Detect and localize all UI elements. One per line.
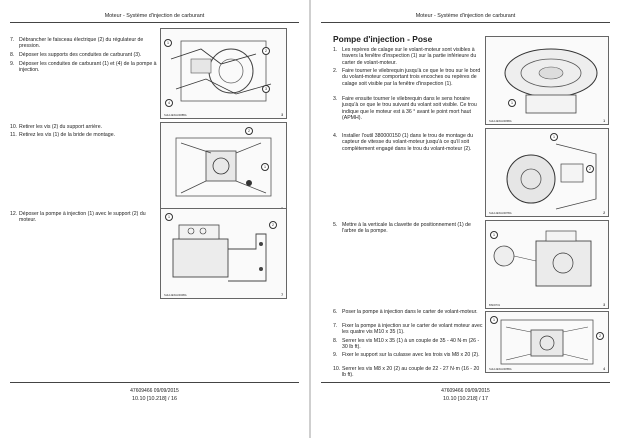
step-number: 8. (10, 52, 15, 58)
step-number: 4. (333, 133, 338, 139)
figure-ref: SHL14ESG0488BA (164, 114, 187, 117)
figure-ref: SHL14ESG0486BA (489, 120, 512, 123)
callout-3: 3 (262, 85, 270, 93)
step-number: 1. (333, 47, 338, 53)
header-title: Moteur - Système d'injection de carburant (104, 13, 205, 19)
footer-rule (321, 382, 610, 383)
step-text: Les repères de calage sur le volant-moteur sont visibles à travers la fenêtre d'inspection (1) sur la partie inférieure du carter de volant-moteur. (342, 47, 477, 66)
figure-3 (485, 220, 609, 309)
figure-1 (485, 36, 609, 125)
step-text: Déposer les supports des conduites de carburant (3). (19, 52, 142, 58)
header-rule (10, 22, 299, 23)
callout-1: 1 (550, 133, 558, 141)
figure-ref: SHL14ESG0487BA (489, 212, 512, 215)
callout-1: 1 (164, 39, 172, 47)
callout-1: 1 (165, 213, 173, 221)
step-text: Déposer les conduites de carburant (1) et (4) de la pompe à injection. (19, 61, 157, 74)
step-number: 6. (333, 309, 338, 315)
figure-number: 4 (603, 367, 605, 371)
callout-2: 2 (262, 47, 270, 55)
step-number: 9. (10, 61, 15, 67)
pump-shaft-key-illustration (486, 221, 608, 308)
step-number: 10. (333, 366, 341, 372)
figure-ref: SHL14ESG0490BA (164, 294, 187, 297)
figure-number: 1 (603, 119, 605, 123)
callout-2: 2 (596, 332, 604, 340)
callout-1: 1 (490, 316, 498, 324)
figure-3 (160, 28, 287, 119)
step-text: Fixer la pompe à injection sur le carter de volant moteur avec les quatre vis M10 x 35 (1). (342, 323, 483, 336)
step-text: Fixer le support sur la culasse avec les trois vis M8 x 20 (2). (342, 352, 480, 358)
flywheel-housing-illustration (486, 37, 608, 124)
callout-1: 1 (490, 231, 498, 239)
footer-doc: 47609466 09/09/2015 (130, 388, 179, 394)
figure-2 (485, 128, 609, 217)
step-text: Déposer la pompe à injection (1) avec le support (2) du moteur. (19, 211, 146, 224)
step-text: Serrer les vis M8 x 20 (2) au couple de 22 - 27 N·m (16 - 20 lb ft). (342, 366, 480, 379)
header-title: Moteur - Système d'injection de carburant (415, 13, 516, 19)
callout-2: 2 (245, 127, 253, 135)
figure-4 (485, 311, 609, 373)
step-text: Retirez les vis (1) de la bride de montage. (19, 132, 116, 138)
step-text: Débrancher le faisceau électrique (2) du régulateur de pression. (19, 37, 144, 50)
step-number: 12. (10, 211, 18, 217)
step-text: Faire tourner le vilebrequin jusqu'à ce que le trou sur le bord du volant-moteur comportant trois encoches ou repères de calage soit visible par la fenêtre d'inspection (1). (342, 68, 481, 87)
step-number: 10. (10, 124, 18, 130)
engine-illustration (161, 29, 286, 118)
figure-ref: SHL14ESG0485BA (489, 368, 512, 371)
callout-1: 1 (508, 99, 516, 107)
step-text: Retirer les vis (2) du support arrière. (19, 124, 103, 130)
figure-number: 3 (281, 113, 283, 117)
footer-doc: 47609466 09/09/2015 (441, 388, 490, 394)
figure-number: 3 (603, 303, 605, 307)
pump-installed-illustration (486, 312, 608, 372)
step-number: 7. (333, 323, 338, 329)
injection-pump-illustration (161, 209, 286, 298)
callout-4: 4 (165, 99, 173, 107)
step-text: Poser la pompe à injection dans le carter de volant-moteur. (342, 309, 478, 315)
callout-1: 1 (261, 163, 269, 171)
figure-ref: BSD0701 (489, 304, 501, 307)
footer-page: 10.10 [10.218] / 16 (132, 396, 177, 402)
header-rule (321, 22, 610, 23)
page-right (311, 0, 620, 438)
step-text: Mettre à la verticale la clavette de positionnement (1) de l'arbre de la pompe. (342, 222, 471, 235)
callout-2: 2 (269, 221, 277, 229)
step-number: 9. (333, 352, 338, 358)
step-number: 5. (333, 222, 338, 228)
step-number: 11. (10, 132, 17, 138)
figure-7 (160, 208, 287, 299)
figure-number: 2 (603, 211, 605, 215)
step-number: 3. (333, 96, 338, 102)
step-number: 8. (333, 338, 338, 344)
callout-2: 2 (586, 165, 594, 173)
section-title: Pompe d'injection - Pose (333, 34, 433, 44)
step-text: Faire ensuite tourner le vilebrequin dans le sens horaire jusqu'à ce que le trou suivant du volant soit visible. Ce trou indique que le moteur est à 36 ° avant le point mort haut (APMH). (342, 96, 477, 122)
footer-page: 10.10 [10.218] / 17 (443, 396, 488, 402)
step-number: 7. (10, 37, 15, 43)
footer-rule (10, 382, 299, 383)
step-text: Installer l'outil 380000150 (1) dans le trou de montage du capteur de vitesse du volant-moteur jusqu'à ce qu'il soit complètement engagé dans le trou du volant-moteur (2). (342, 133, 474, 152)
step-number: 2. (333, 68, 338, 74)
figure-number: 7 (281, 293, 283, 297)
page-left (0, 0, 309, 438)
step-text: Serrer les vis M10 x 35 (1) à un couple de 35 - 40 N·m (26 - 30 lb ft). (342, 338, 480, 351)
figure-5 (160, 122, 287, 213)
